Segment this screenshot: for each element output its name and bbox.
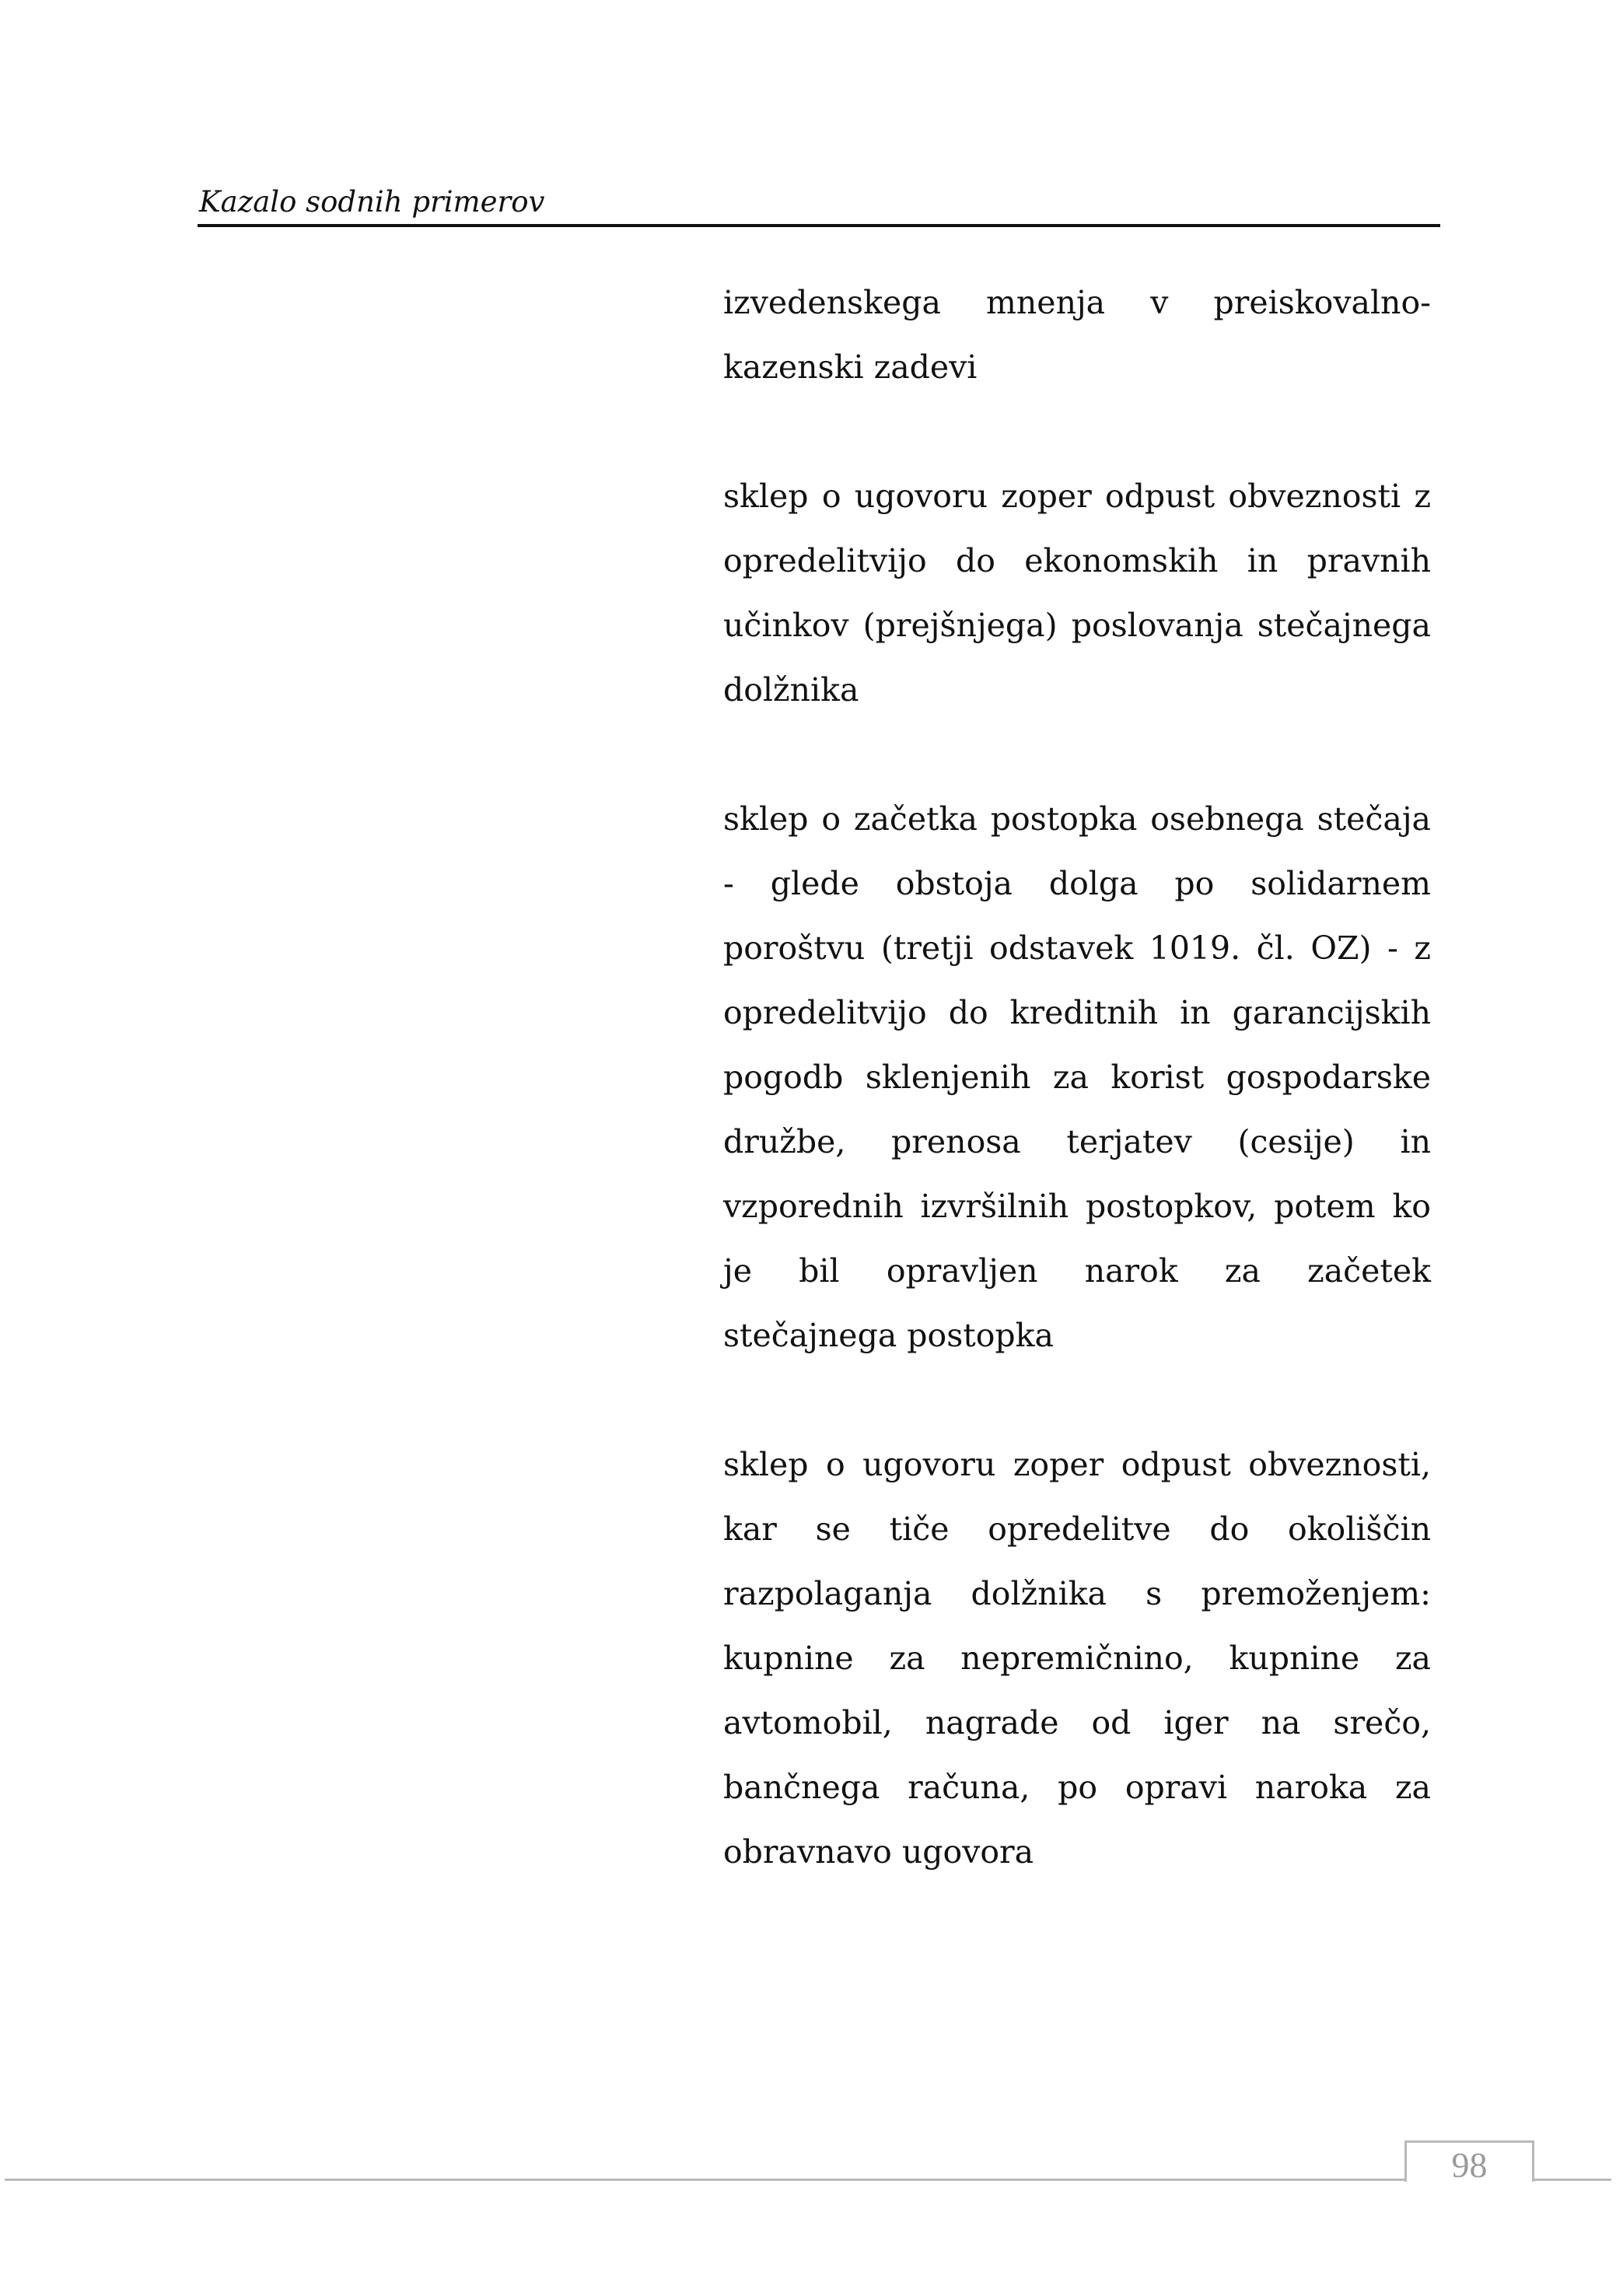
index-entry-2: sklep o ugovoru zoper odpust obveznosti z opredelitvijo do ekonomskih in pravnih učinkov (prejšnjega) poslovanja stečajnega dolžnika — [723, 478, 1431, 709]
running-header-title: Kazalo sodnih primerov — [199, 185, 545, 219]
footer-rule-left — [5, 2179, 1405, 2181]
header-rule — [198, 224, 1440, 227]
page-number: 98 — [1451, 2145, 1488, 2185]
index-entry-4: sklep o ugovoru zoper odpust obveznosti, kar se tiče opredelitve do okoliščin razpolaganja dolžnika s premoženjem: kupnine za nepremičnino, kupnine za avtomobil, nagrade od iger na srečo, bančnega računa, po opravi naroka za obravnavo ugovora — [723, 1446, 1431, 1871]
index-entry-1: izvedenskega mnenja v preiskovalno-kazenski zadevi — [723, 284, 1431, 386]
footer-rule-right — [1534, 2179, 1611, 2181]
index-entry-3: sklep o začetka postopka osebnega stečaja - glede obstoja dolga po solidarnem poroštvu (tretji odstavek 1019. čl. OZ) - z opredelitvijo do kreditnih in garancijskih pogodb sklenjenih za korist gospodarske družbe, prenosa terjatev (cesije) in vzporednih izvršilnih postopkov, potem ko je bil opravljen narok za začetek stečajnega postopka — [723, 800, 1431, 1354]
index-entries — [723, 271, 1431, 1949]
